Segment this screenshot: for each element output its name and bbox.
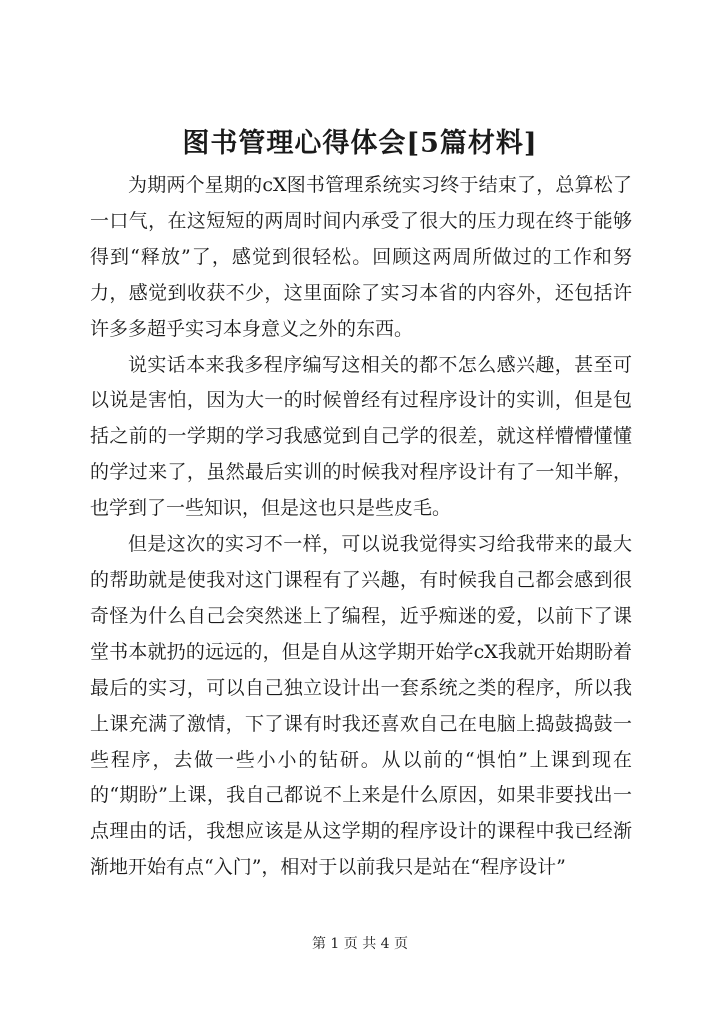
paragraph-3: 但是这次的实习不一样，可以说我觉得实习给我带来的最大的帮助就是使我对这门课程有了兴趣，有时候我自己都会感到很奇怪为什么自己会突然迷上了编程，近乎痴迷的爱，以前下了课堂书本就扔的远远的，但是自从这学期开始学cX我就开始期盼着最后的实习，可以自己独立设计出一套系统之类的程序，所以我上课充满了激情，下了课有时我还喜欢自己在电脑上捣鼓捣鼓一些程序，去做一些小小的钻研。从以前的“惧怕”上课到现在的“期盼”上课，我自己都说不上来是什么原因，如果非要找出一点理由的话，我想应该是从这学期的程序设计的课程中我已经渐渐地开始有点“入门”，相对于以前我只是站在“程序设计” — [90, 533, 632, 879]
paragraph-1: 为期两个星期的cX图书管理系统实习终于结束了，总算松了一口气，在这短短的两周时间内承受了很大的压力现在终于能够得到“释放”了，感觉到很轻松。回顾这两周所做过的工作和努力，感觉到收获不少，这里面除了实习本省的内容外，还包括许许多多超乎实习本身意义之外的东西。 — [90, 174, 632, 340]
paragraph-2: 说实话本来我多程序编写这相关的都不怎么感兴趣，甚至可以说是害怕，因为大一的时候曾经有过程序设计的实训，但是包括之前的一学期的学习我感觉到自己学的很差，就这样懵懵懂懂的学过来了，虽然最后实训的时候我对程序设计有了一知半解，也学到了一些知识，但是这也只是些皮毛。 — [90, 353, 632, 520]
document-title: 图书管理心得体会[5篇材料] — [182, 128, 538, 159]
page-number-footer: 第 1 页 共 4 页 — [311, 936, 409, 952]
document-body — [90, 168, 632, 886]
